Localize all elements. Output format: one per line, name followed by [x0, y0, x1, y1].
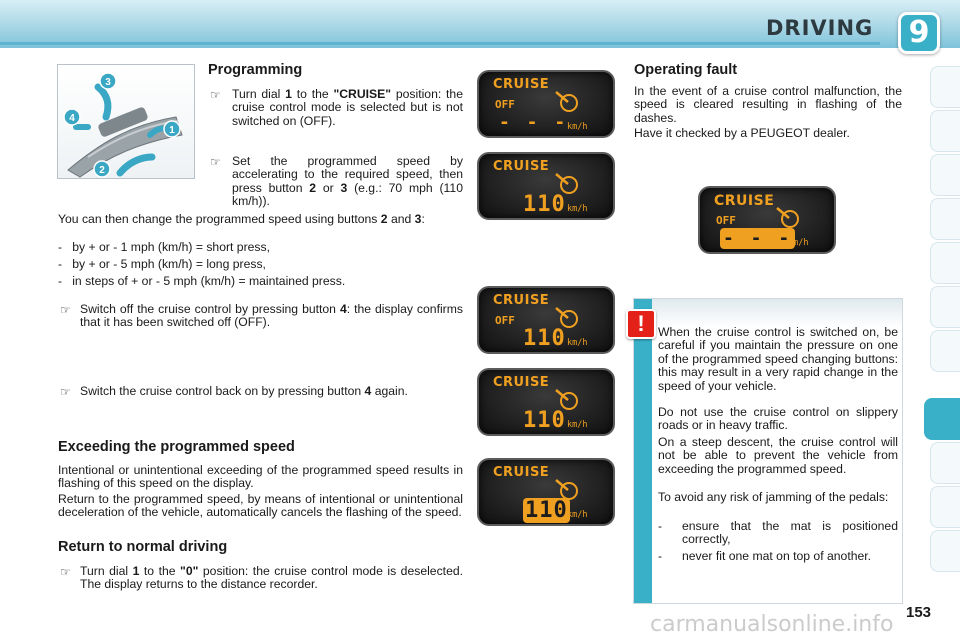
return-normal-heading: Return to normal driving: [58, 539, 228, 555]
display-speed: 110: [523, 408, 566, 433]
stalk-callout-3-label: 3: [105, 77, 111, 88]
switch-off-instruction: Switch off the cruise control by pressing button 4: the display confirms that it has been switched off (OFF).: [80, 302, 463, 330]
warning-list-item: never fit one mat on top of another.: [682, 549, 872, 563]
warning-list-item: ensure that the mat is positioned correctly,: [682, 519, 898, 547]
warning-exclamation-icon: !: [626, 309, 656, 339]
display-unit: km/h: [567, 420, 588, 430]
display-dashes: - - -: [499, 112, 569, 133]
cruise-control-stalk-illustration: [57, 64, 195, 179]
warning-paragraph-4: To avoid any risk of jamming of the pedals:: [658, 490, 889, 504]
stalk-callout-1: [164, 121, 180, 137]
display-cruise-label: CRUISE: [714, 193, 775, 209]
chapter-tab[interactable]: [930, 242, 960, 284]
speedometer-icon: [553, 172, 581, 194]
display-dashes-flashing: - - -: [720, 228, 795, 249]
stalk-callout-4-label: 4: [69, 113, 75, 124]
display-cruise-speed-on: [477, 368, 615, 436]
hand-icon: ☞: [210, 155, 221, 169]
warning-paragraph-3: On a steep descent, the cruise control will not be able to prevent the vehicle from exceeding the programmed speed.: [658, 435, 898, 476]
display-cruise-off-dashes: [477, 70, 615, 138]
warning-paragraph-1: When the cruise control is switched on, be careful if you maintain the pressure on one of the programmed speed changing buttons: this may result in a very rapid change in the speed of your vehicle.: [658, 325, 898, 393]
exceeding-paragraph-1: Intentional or unintentional exceeding of the programmed speed results in flashing of this speed on the display.: [58, 463, 463, 491]
display-cruise-speed-flashing: [477, 458, 615, 526]
list-bullet: -: [658, 549, 663, 563]
programming-heading: Programming: [208, 62, 303, 78]
display-speed: 110: [523, 326, 566, 351]
warning-strip: [634, 299, 652, 603]
page-number: 153: [906, 604, 932, 621]
display-cruise-label: CRUISE: [493, 77, 550, 92]
chapter-tabs: [930, 66, 960, 586]
chapter-tab[interactable]: [930, 66, 960, 108]
chapter-title: DRIVING: [766, 16, 874, 40]
hand-icon: ☞: [60, 565, 71, 579]
display-off-label: OFF: [495, 98, 515, 111]
display-off-label: OFF: [716, 214, 736, 227]
display-speed-flashing: 110: [525, 498, 568, 523]
display-cruise-label: CRUISE: [493, 375, 550, 390]
display-unit: km/h: [567, 338, 588, 348]
display-cruise-speed: [477, 152, 615, 220]
speedometer-icon: [553, 90, 581, 112]
list-item: - by + or - 5 mph (km/h) = long press,: [58, 257, 266, 271]
list-item: - by + or - 1 mph (km/h) = short press,: [58, 240, 270, 254]
display-cruise-label: CRUISE: [493, 293, 550, 308]
stalk-callout-2-label: 2: [99, 165, 105, 176]
chapter-tab[interactable]: [930, 530, 960, 572]
fault-paragraph-1: In the event of a cruise control malfunction, the speed is cleared resulting in flashing of the dashes.: [634, 84, 902, 125]
display-off-label: OFF: [495, 314, 515, 327]
chapter-tab[interactable]: [930, 110, 960, 152]
fault-paragraph-2: Have it checked by a PEUGEOT dealer.: [634, 126, 850, 140]
exceeding-heading: Exceeding the programmed speed: [58, 439, 295, 455]
chapter-tab[interactable]: [930, 486, 960, 528]
display-unit: km/h: [567, 510, 588, 520]
display-cruise-label: CRUISE: [493, 465, 550, 480]
hand-icon: ☞: [60, 385, 71, 399]
switch-on-instruction: Switch the cruise control back on by pressing button 4 again.: [80, 384, 408, 398]
speedometer-icon: [553, 388, 581, 410]
chapter-tab[interactable]: [930, 330, 960, 372]
chapter-tab[interactable]: [930, 154, 960, 196]
hand-icon: ☞: [210, 88, 221, 102]
watermark: carmanualsonline.info: [650, 612, 894, 637]
display-speed: 110: [523, 192, 566, 217]
display-unit: km/h: [788, 238, 809, 248]
header-rule: [0, 42, 880, 45]
chapter-tab[interactable]: [930, 442, 960, 484]
speedometer-icon: [553, 306, 581, 328]
warning-box: [633, 298, 903, 604]
warning-paragraph-2: Do not use the cruise control on slippery roads or in heavy traffic.: [658, 405, 898, 433]
chapter-number-badge: 9: [898, 12, 940, 54]
display-cruise-label: CRUISE: [493, 159, 550, 174]
exceeding-paragraph-2: Return to the programmed speed, by means of intentional or unintentional deceleration of the vehicle, automatically cancels the flashing of the speed.: [58, 492, 463, 520]
speedometer-icon: [774, 206, 802, 228]
display-unit: km/h: [567, 204, 588, 214]
stalk-callout-2: [94, 161, 110, 177]
stalk-callout-3: [100, 73, 116, 89]
display-fault-dashes: [698, 186, 836, 254]
programming-step-2: Set the programmed speed by accelerating to the required speed, then press button 2 or 3 (e.g.: 70 mph (110 km/h)).: [232, 154, 463, 209]
hand-icon: ☞: [60, 303, 71, 317]
stalk-callout-1-label: 1: [169, 125, 175, 136]
display-cruise-off-speed: [477, 286, 615, 354]
chapter-tab[interactable]: [930, 198, 960, 240]
warning-header-shade: [652, 299, 902, 327]
display-unit: km/h: [567, 122, 588, 132]
stalk-callout-4: [64, 109, 80, 125]
programming-step-1: Turn dial 1 to the "CRUISE" position: the cruise control mode is selected but is not switched on (OFF).: [232, 87, 463, 128]
return-normal-instruction: Turn dial 1 to the "0" position: the cruise control mode is deselected. The display returns to the distance recorder.: [80, 564, 464, 592]
chapter-tab-active[interactable]: [924, 398, 960, 440]
stalk-drawing: [58, 65, 195, 179]
chapter-tab[interactable]: [930, 286, 960, 328]
fault-heading: Operating fault: [634, 62, 738, 78]
speedometer-icon: [553, 478, 581, 500]
list-bullet: -: [658, 519, 663, 533]
list-item: - in steps of + or - 5 mph (km/h) = maintained press.: [58, 274, 346, 288]
change-speed-intro: You can then change the programmed speed using buttons 2 and 3:: [58, 212, 425, 226]
